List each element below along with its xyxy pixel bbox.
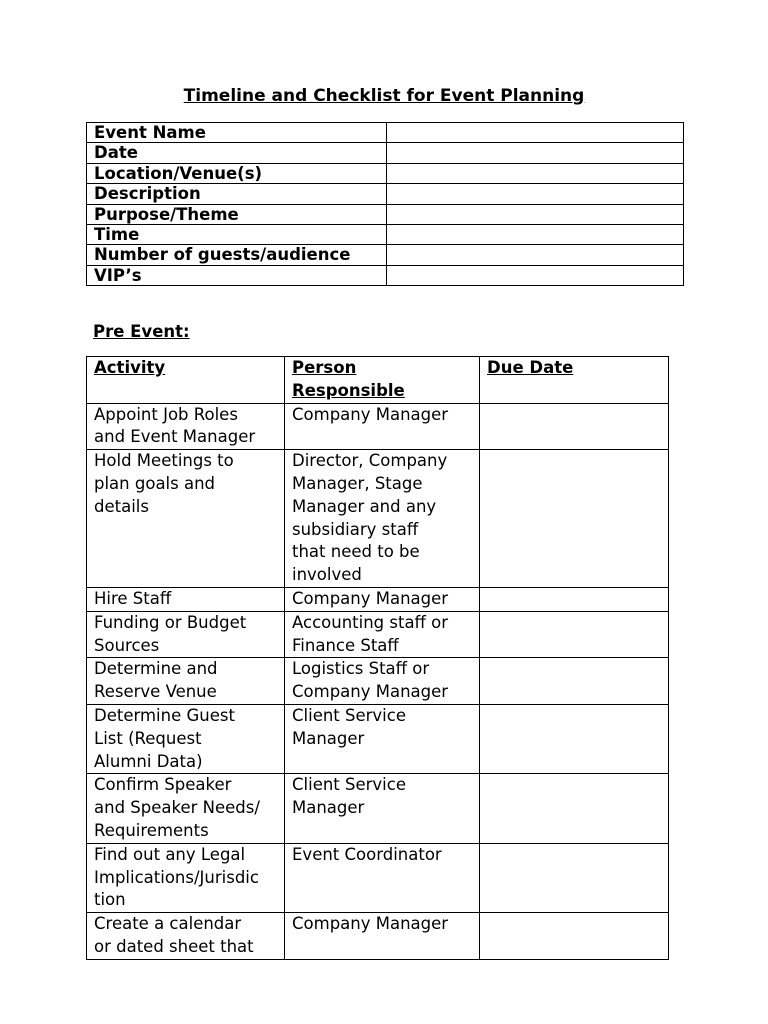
table-row [87,611,669,658]
info-value-cell [387,184,684,204]
event-info-table [86,122,684,286]
pre-event-table [86,356,669,960]
activity-cell: Determine Guest List (Request Alumni Data) [87,704,285,773]
due-date-cell [480,843,669,912]
table-row [87,450,669,588]
info-value-cell [387,143,684,163]
activity-cell: Create a calendar or dated sheet that [87,913,285,960]
table-header-row [87,357,669,404]
due-date-cell [480,611,669,658]
info-value-cell [387,265,684,285]
activity-cell: Find out any Legal Implications/Jurisdic tion [87,843,285,912]
person-responsible-cell: Event Coordinator [285,843,480,912]
person-responsible-cell: Director, Company Manager, Stage Manager and any subsidiary staff that need to be involved [285,450,480,588]
person-responsible-cell: Company Manager [285,587,480,611]
due-date-cell [480,450,669,588]
info-label: Description [87,184,387,204]
due-date-cell [480,774,669,843]
table-row [87,843,669,912]
due-date-cell [480,913,669,960]
table-row [87,143,684,163]
table-row [87,163,684,183]
column-header-due-date: Due Date [480,357,669,404]
person-responsible-cell: Logistics Staff or Company Manager [285,658,480,705]
info-label: Date [87,143,387,163]
info-value-cell [387,204,684,224]
table-row [87,204,684,224]
due-date-cell [480,704,669,773]
table-row [87,184,684,204]
table-row [87,913,669,960]
due-date-cell [480,658,669,705]
info-value-cell [387,123,684,143]
activity-cell: Confirm Speaker and Speaker Needs/ Requirements [87,774,285,843]
person-responsible-cell: Client Service Manager [285,774,480,843]
due-date-cell [480,403,669,450]
column-header-person-responsible: Person Responsible [285,357,480,404]
activity-cell: Determine and Reserve Venue [87,658,285,705]
person-responsible-cell: Accounting staff or Finance Staff [285,611,480,658]
info-label: Purpose/Theme [87,204,387,224]
activity-cell: Appoint Job Roles and Event Manager [87,403,285,450]
info-label: Time [87,224,387,244]
person-responsible-cell: Company Manager [285,403,480,450]
person-responsible-cell: Client Service Manager [285,704,480,773]
info-label: Event Name [87,123,387,143]
table-row [87,587,669,611]
info-label: Number of guests/audience [87,245,387,265]
info-value-cell [387,163,684,183]
activity-cell: Funding or Budget Sources [87,611,285,658]
due-date-cell [480,587,669,611]
document-title: Timeline and Checklist for Event Planning [183,86,585,106]
info-value-cell [387,245,684,265]
pre-event-heading: Pre Event: [93,322,190,341]
column-header-activity: Activity [87,357,285,404]
person-responsible-cell: Company Manager [285,913,480,960]
activity-cell: Hire Staff [87,587,285,611]
table-row [87,403,669,450]
table-row [87,123,684,143]
table-row [87,245,684,265]
table-row [87,704,669,773]
table-row [87,224,684,244]
info-value-cell [387,224,684,244]
info-label: Location/Venue(s) [87,163,387,183]
table-row [87,774,669,843]
info-label: VIP’s [87,265,387,285]
table-row [87,658,669,705]
activity-cell: Hold Meetings to plan goals and details [87,450,285,588]
table-row [87,265,684,285]
